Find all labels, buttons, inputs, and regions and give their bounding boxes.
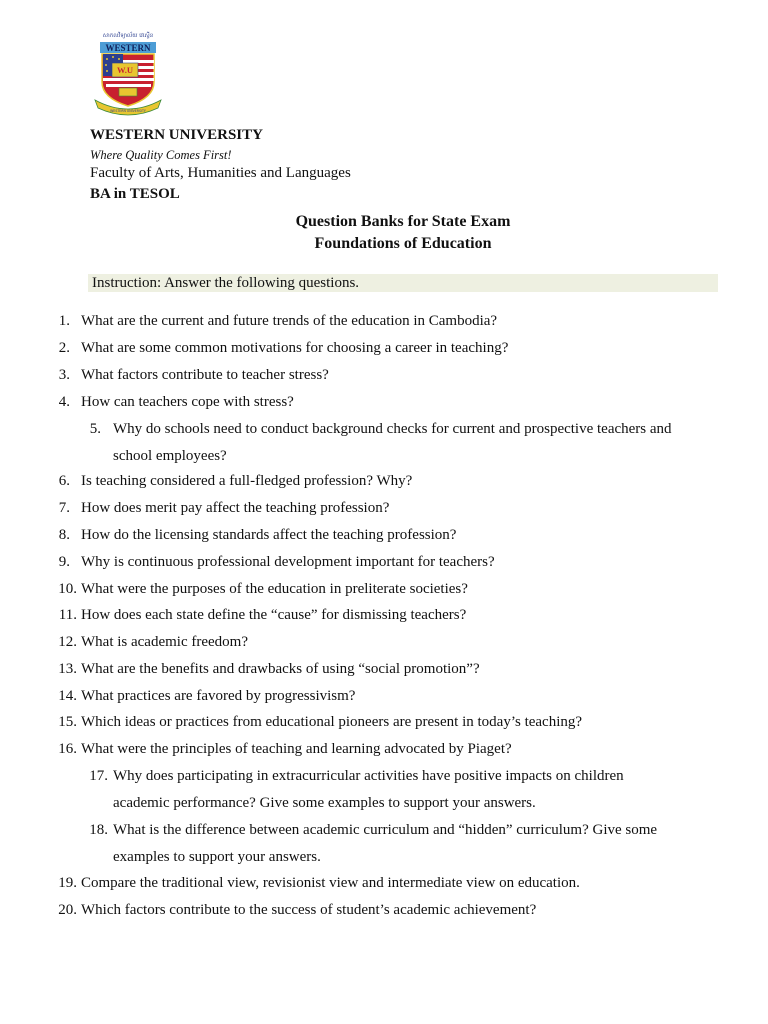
question-text: Why does participating in extracurricular activities have positive impacts on children academic performance? Give some examples to support your answers. [113,768,624,811]
question-number: 17. [89,768,108,784]
logo-top-text: សាកលវិទ្យាល័យ វេស្ទើន [102,33,154,39]
question-text: What is the difference between academic curriculum and “hidden” curriculum? Give some examples to support your answers. [113,822,658,865]
question-text: Compare the traditional view, revisionist view and intermediate view on education. [81,875,580,891]
question-text: What are the current and future trends of the education in Cambodia? [81,313,498,329]
faculty-name: Faculty of Arts, Humanities and Languages [90,165,351,181]
document-subtitle: Foundations of Education [314,235,492,252]
logo-banner-text: WESTERN [105,43,151,53]
question-number: 10. [58,581,77,597]
question-text: How does merit pay affect the teaching profession? [81,500,390,516]
question-text: Which ideas or practices from educational pioneers are present in today’s teaching? [81,714,583,730]
question-text: Is teaching considered a full-fledged profession? Why? [81,473,413,489]
question-text: What factors contribute to teacher stress? [81,367,329,383]
question-number: 12. [58,634,77,650]
instruction-bar: Instruction: Answer the following questions. [88,274,718,292]
question-number: 11. [58,607,77,623]
question-text: What are the benefits and drawbacks of using “social promotion”? [81,661,480,677]
question-number: 18. [89,822,108,838]
question-text: Why do schools need to conduct background checks for current and prospective teachers and school employees? [113,421,672,464]
question-text: How do the licensing standards affect the teaching profession? [81,527,457,543]
program-name: BA in TESOL [90,186,180,202]
question-text: Why is continuous professional development important for teachers? [81,554,495,570]
question-text: What are some common motivations for choosing a career in teaching? [81,340,509,356]
question-number: 16. [58,741,77,757]
question-number: 8. [58,527,70,543]
question-number: 4. [58,394,70,410]
question-text: What is academic freedom? [81,634,248,650]
question-text: What were the principles of teaching and learning advocated by Piaget? [81,741,512,757]
logo-letters: W.U [117,65,133,75]
question-number: 3. [58,367,70,383]
question-text: How does each state define the “cause” for dismissing teachers? [81,607,467,623]
question-text: What practices are favored by progressivism? [81,688,356,704]
university-motto: Where Quality Comes First! [90,148,232,162]
university-logo [94,30,162,120]
question-number: 7. [58,500,70,516]
question-number: 6. [58,473,70,489]
question-text: What were the purposes of the education in preliterate societies? [81,581,468,597]
question-number: 14. [58,688,77,704]
logo-ribbon-text: WESTERN UNIVERSITY [110,109,146,113]
question-number: 19. [58,875,77,891]
question-number: 9. [58,554,70,570]
question-text: How can teachers cope with stress? [81,394,294,410]
question-number: 13. [58,661,77,677]
question-number: 20. [58,902,77,918]
question-number: 1. [58,313,70,329]
crest-icon [94,30,162,120]
question-number: 2. [58,340,70,356]
question-text: Which factors contribute to the success of student’s academic achievement? [81,902,537,918]
document-title: Question Banks for State Exam [295,213,511,230]
university-name: WESTERN UNIVERSITY [90,127,263,143]
question-number: 5. [89,421,101,437]
question-number: 15. [58,714,77,730]
